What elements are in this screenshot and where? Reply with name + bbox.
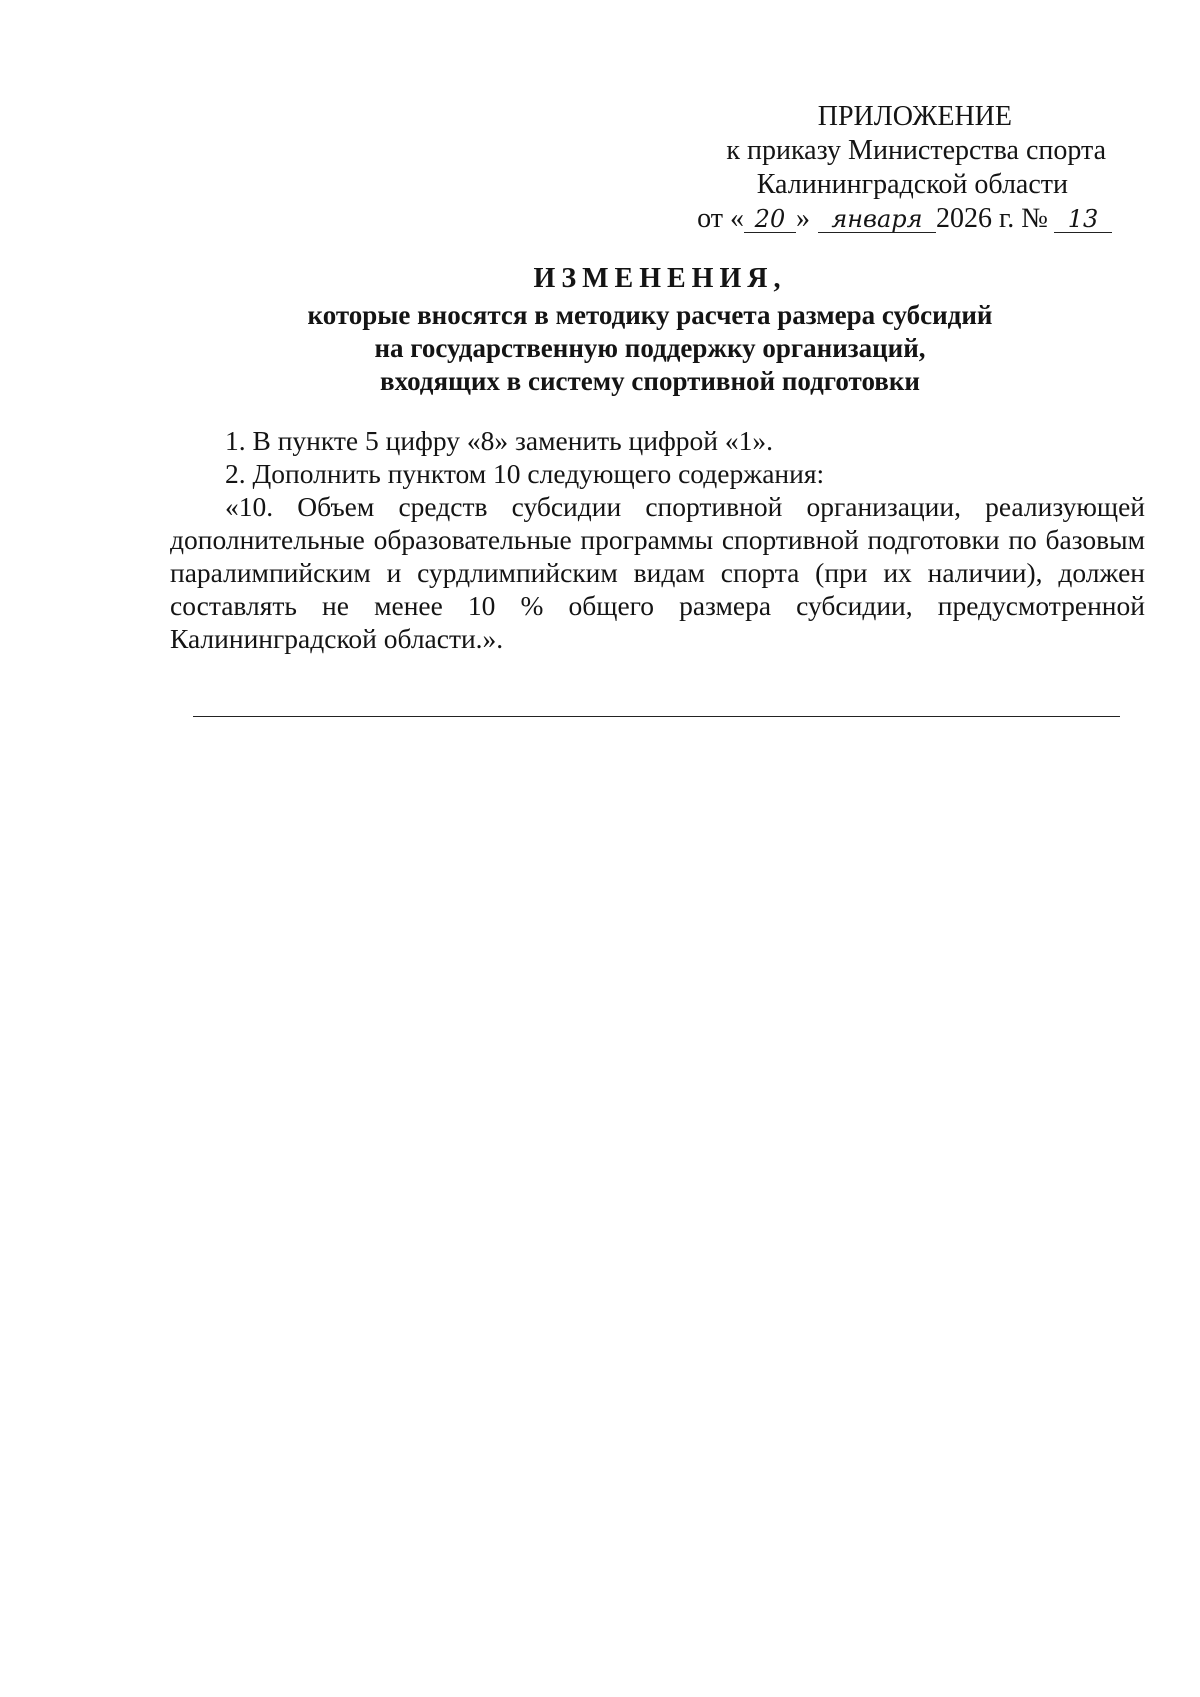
heading-line-2: на государственную поддержку организаций, <box>374 333 926 363</box>
document-heading <box>160 262 1140 398</box>
closing-divider <box>193 716 1120 717</box>
appendix-header <box>552 100 1112 236</box>
heading-line-3: входящих в систему спортивной подготовки <box>380 366 920 396</box>
date-month-handwritten: января <box>818 206 936 233</box>
body-item-1: 1. В пункте 5 цифру «8» заменить цифрой «1». <box>225 425 774 456</box>
appendix-to-order: к приказу Министерства спорта <box>726 135 1106 166</box>
body-paragraph: «10. Объем средств субсидии спортивной организации, реализующей дополнительные образовательные программы спортивной подготовки по базовым паралимпийским и сурдлимпийским видам спорта (при их наличии), должен составлять не менее 10 % общего размера субсидии, предусмотренной Калининградской области.». <box>170 491 1145 654</box>
heading-line-1: которые вносятся в методику расчета размера субсидий <box>307 300 993 330</box>
date-prefix: от « <box>697 203 744 234</box>
date-year: 2026 г. № <box>935 203 1048 234</box>
appendix-title: ПРИЛОЖЕНИЕ <box>817 101 1012 132</box>
heading-main: ИЗМЕНЕНИЯ, <box>533 263 787 294</box>
date-day-close: » <box>795 203 810 234</box>
document-body <box>170 424 1145 655</box>
appendix-region: Калининградской области <box>756 169 1068 200</box>
order-number-handwritten: 13 <box>1054 206 1112 233</box>
body-item-2: 2. Дополнить пунктом 10 следующего содержания: <box>225 458 825 489</box>
date-day-handwritten: 20 <box>744 206 796 233</box>
appendix-date-line <box>552 202 1112 236</box>
